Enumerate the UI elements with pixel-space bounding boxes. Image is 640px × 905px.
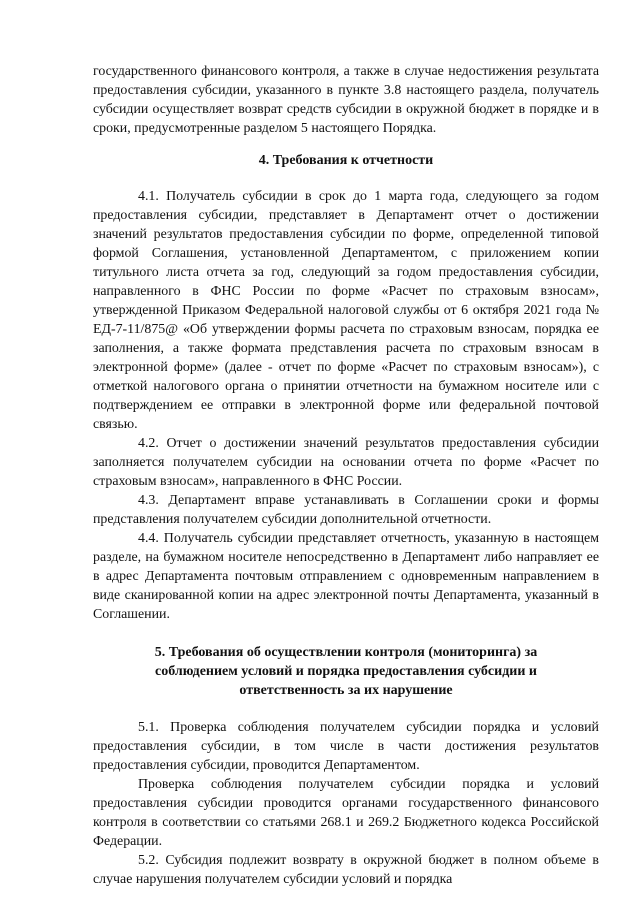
section-4-heading: 4. Требования к отчетности [258, 153, 434, 168]
paragraph-5-1: 5.1. Проверка соблюдения получателем субсидии порядка и условий предоставления субсидии, в том числе в части достижения результатов предоставления субсидии, проводится Департаментом. [93, 720, 599, 773]
section-5-heading-line-2: соблюдением условий и порядка предоставления субсидии и [155, 664, 537, 679]
paragraph-4-1: 4.1. Получатель субсидии в срок до 1 марта года, следующего за годом предоставления субсидии, представляет в Департамент отчет о достижении значений результатов предоставления субсидии по форме, определенной типовой формой Соглашения, установленной Департаментом, с приложением копии титульного листа отчета за год, следующий за годом предоставления субсидии, направленного в ФНС России по форме «Расчет по страховым взносам», утвержденной Приказом Федеральной налоговой службы от 6 октября 2021 года № ЕД-7-11/875@ «Об утверждении формы расчета по страховым взносам, порядка ее заполнения, а также формата представления расчета по страховым взносам в электронной форме» (далее - отчет по форме «Расчет по страховым взносам»), с отметкой налогового органа о принятии отчетности на бумажном носителе или с подтверждением ее отправки в электронной форме или федеральной почтовой связью. [93, 189, 599, 432]
section-5-heading [93, 643, 599, 700]
intro-paragraph: государственного финансового контроля, а также в случае недостижения результата предоставления субсидии, указанного в пункте 3.8 настоящего раздела, получатель субсидии осуществляет возврат средств субсидии в окружной бюджет в порядке и в сроки, предусмотренные разделом 5 настоящего Порядка. [93, 64, 599, 136]
paragraph-5-1-continued: Проверка соблюдения получателем субсидии порядка и условий предоставления субсидии проводится органами государственного финансового контроля в соответствии со статьями 268.1 и 269.2 Бюджетного кодекса Российской Федерации. [93, 777, 599, 849]
section-5-heading-line-3: ответственность за их нарушение [239, 683, 453, 698]
paragraph-4-2: 4.2. Отчет о достижении значений результатов предоставления субсидии заполняется получателем субсидии на основании отчета по форме «Расчет по страховым взносам», направленного в ФНС России. [93, 436, 599, 489]
paragraph-4-3: 4.3. Департамент вправе устанавливать в Соглашении сроки и формы представления получателем субсидии дополнительной отчетности. [93, 493, 599, 527]
section-5-heading-line-1: 5. Требования об осуществлении контроля (мониторинга) за [154, 645, 538, 660]
paragraph-4-4: 4.4. Получатель субсидии представляет отчетность, указанную в настоящем разделе, на бумажном носителе непосредственно в Департамент либо направляет ее в адрес Департамента почтовым отправлением с одновременным направлением в виде сканированной копии на адрес электронной почты Департамента, указанный в Соглашении. [93, 531, 599, 622]
document-body [93, 62, 599, 889]
paragraph-5-2: 5.2. Субсидия подлежит возврату в окружной бюджет в полном объеме в случае нарушения получателем субсидии условий и порядка [93, 853, 599, 887]
